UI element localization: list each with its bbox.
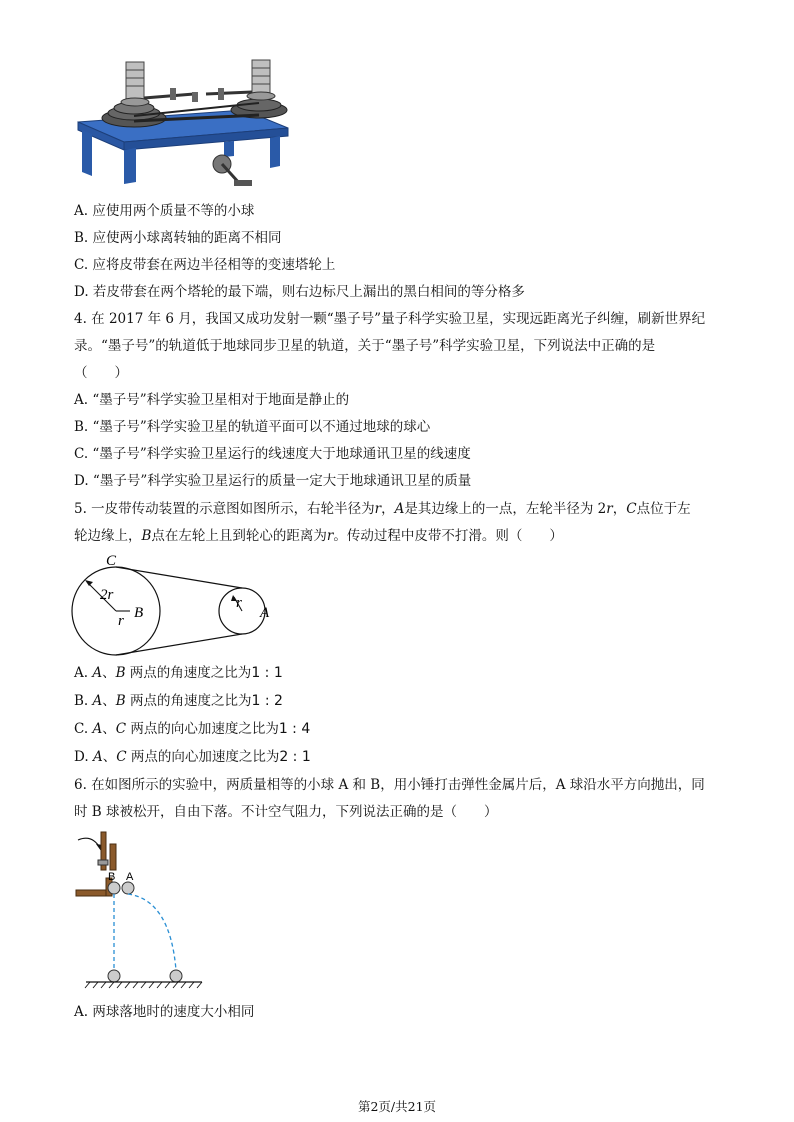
- q5-stem-line2: 轮边缘上，B点在左轮上且到轮心的距离为r。传动过程中皮带不打滑。则（ ）: [74, 528, 563, 544]
- q6-stem-line1: 6. 在如图所示的实验中，两质量相等的小球 A 和 B，用小锤打击弹性金属片后，A 球沿水平方向抛出，同: [74, 777, 705, 793]
- q5-option-b: B. A、B 两点的角速度之比为1 : 2: [74, 693, 283, 709]
- q6-option-a: A. 两球落地时的速度大小相同: [74, 1004, 255, 1020]
- q3-option-b: B. 应使两小球离转轴的距离不相同: [74, 230, 282, 246]
- q4-stem-line2: 录。“墨子号”的轨道低于地球同步卫星的轨道，关于“墨子号”科学实验卫星，下列说法中正确的是: [74, 338, 656, 354]
- label-2r: 2r: [100, 587, 114, 603]
- label-a: A: [260, 605, 270, 621]
- q5-stem-line1: 5. 一皮带传动装置的示意图如图所示，右轮半径为r，A是其边缘上的一点，左轮半径为 2r，C点位于左: [74, 501, 691, 517]
- q5-option-c: C. A、C 两点的向心加速度之比为1 : 4: [74, 721, 311, 737]
- label-b: B: [134, 605, 144, 621]
- q3-option-a: A. 应使用两个质量不等的小球: [74, 203, 255, 219]
- q4-option-c: C. “墨子号”科学实验卫星运行的线速度大于地球通讯卫星的线速度: [74, 446, 471, 462]
- q4-option-a: A. “墨子号”科学实验卫星相对于地面是静止的: [74, 392, 350, 408]
- q4-stem-line1: 4. 在 2017 年 6 月，我国又成功发射一颗“墨子号”量子科学实验卫星，实现远距离光子纠缠，刷新世界纪: [74, 311, 706, 327]
- belt-drive-figure: [70, 553, 280, 657]
- belt-top: [116, 567, 242, 588]
- label-r-right: r: [236, 595, 242, 611]
- label-a-ball: A: [126, 871, 134, 883]
- q4-answer-blank: （ ）: [74, 365, 128, 381]
- q4-option-b: B. “墨子号”科学实验卫星的轨道平面可以不通过地球的球心: [74, 419, 431, 435]
- projectile-experiment-figure: [72, 828, 212, 994]
- label-c: C: [106, 553, 117, 569]
- page-number-footer: 第2页/共21页: [357, 1099, 437, 1114]
- q3-option-c: C. 应将皮带套在两边半径相等的变速塔轮上: [74, 257, 336, 273]
- q6-stem-line2: 时 B 球被松开，自由下落。不计空气阻力，下列说法正确的是（ ）: [74, 804, 498, 820]
- q5-option-d: D. A、C 两点的向心加速度之比为2 : 1: [74, 749, 311, 765]
- label-b-ball: B: [108, 871, 116, 883]
- label-r-left: r: [118, 613, 124, 629]
- q4-option-d: D. “墨子号”科学实验卫星运行的质量一定大于地球通讯卫星的质量: [74, 473, 472, 489]
- q3-option-d: D. 若皮带套在两个塔轮的最下端，则右边标尺上漏出的黑白相间的等分格多: [74, 284, 525, 300]
- belt-bottom: [116, 634, 242, 655]
- centripetal-apparatus-figure: [74, 58, 294, 196]
- q5-option-a: A. A、B 两点的角速度之比为1 : 1: [74, 665, 283, 681]
